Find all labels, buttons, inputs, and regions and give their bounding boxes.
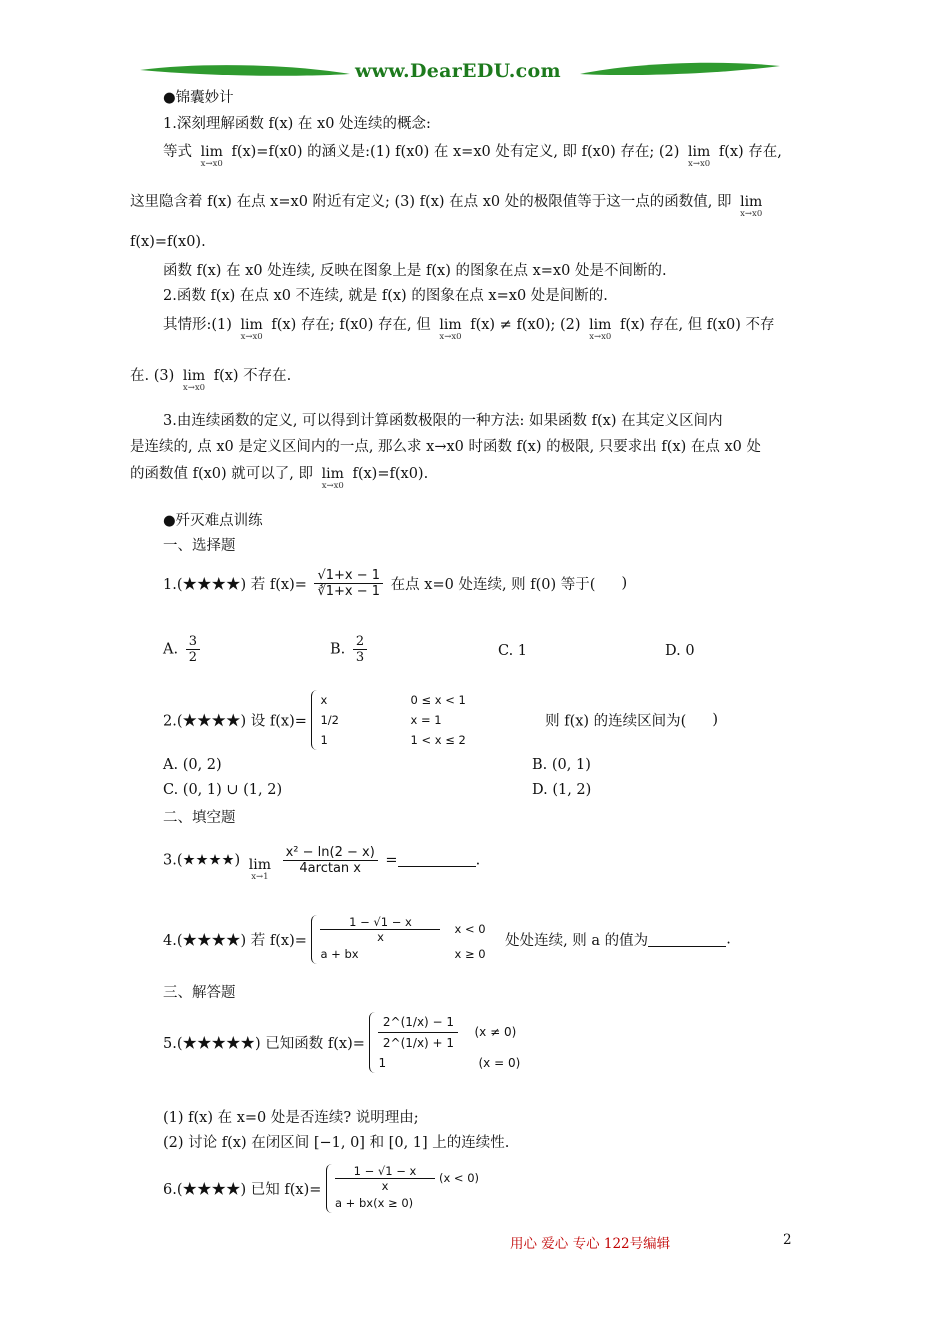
paragraph-8b: f(x) 不存在. xyxy=(213,368,292,384)
option-label: A. xyxy=(163,641,179,658)
limit-symbol: lim x→x0 xyxy=(589,317,612,342)
question-4 xyxy=(163,915,731,964)
question-5-part-1: (1) f(x) 在 x=0 处是否连续? 说明理由; xyxy=(163,1110,419,1126)
paragraph-2c: f(x) 存在, xyxy=(718,144,782,160)
q2-option-d: D. (1, 2) xyxy=(532,782,592,798)
piecewise-row xyxy=(320,690,540,710)
paragraph-2a: 等式 xyxy=(163,144,192,160)
fraction-denominator: 3 xyxy=(355,650,365,665)
question-5-lead: 5.(★★★★★) 已知函数 f(x)= xyxy=(163,1036,365,1052)
piecewise-row xyxy=(320,710,540,730)
limit-symbol: lim x→1 xyxy=(248,856,271,882)
answer-blank[interactable] xyxy=(648,932,726,947)
paragraph-8 xyxy=(130,364,291,393)
piecewise-brace xyxy=(369,1012,548,1073)
question-3 xyxy=(163,845,480,881)
paragraph-11a: 的函数值 f(x0) 就可以了, 即 xyxy=(130,466,314,482)
question-4-tail: 处处连续, 则 a 的值为 xyxy=(505,933,649,949)
row-expr: a + bx xyxy=(320,947,359,961)
fraction-numerator: 1 − √1 − x xyxy=(320,915,440,930)
question-3-fraction xyxy=(283,845,378,876)
row-fraction xyxy=(335,1164,435,1193)
q2-option-c: C. (0, 1) ∪ (1, 2) xyxy=(163,782,283,798)
row-expr: x xyxy=(320,693,328,707)
piecewise-brace xyxy=(326,1164,505,1213)
row-cond: 0 ≤ x < 1 xyxy=(410,693,466,707)
piecewise-row xyxy=(320,944,500,964)
question-3-end: . xyxy=(475,852,481,869)
question-1-lead: 1.(★★★★) 若 f(x)= xyxy=(163,577,307,593)
question-6 xyxy=(163,1164,505,1213)
fraction-denominator: 2 xyxy=(188,650,197,665)
paragraph-7c: f(x) ≠ f(x0); (2) xyxy=(470,317,581,333)
row-fraction xyxy=(320,915,440,944)
piecewise-brace xyxy=(311,690,540,750)
q1-option-d: D. 0 xyxy=(665,643,695,659)
paragraph-7a: 其情形:(1) xyxy=(163,317,232,333)
paragraph-7 xyxy=(163,313,775,342)
q1-option-a xyxy=(163,634,203,665)
question-5 xyxy=(163,1012,548,1073)
paragraph-7d: f(x) 存在, 但 f(x0) 不存 xyxy=(620,317,775,333)
footer-slogan: 用心 爱心 专心 122号编辑 xyxy=(510,1236,671,1252)
row-expr: 1 xyxy=(320,733,328,747)
option-fraction xyxy=(186,634,200,665)
question-2-tail: 则 f(x) 的连续区间为( xyxy=(545,713,687,730)
paragraph-3-text: 这里隐含着 f(x) 在点 x=x0 附近有定义; (3) f(x) 在点 x0 处的极限值等于这一点的函数值, 即 xyxy=(130,194,732,210)
part-heading-solve: 三、解答题 xyxy=(163,985,236,1001)
row-cond: x ≥ 0 xyxy=(454,947,486,961)
part-heading-choice: 一、选择题 xyxy=(163,538,236,554)
paragraph-11 xyxy=(130,462,428,491)
paragraph-2b: f(x)=f(x0) 的涵义是:(1) f(x0) 在 x=x0 处有定义, 即 f(x0) 存在; (2) xyxy=(231,144,680,160)
paragraph-2 xyxy=(163,140,782,169)
answer-blank[interactable] xyxy=(398,852,476,867)
question-5-part-2: (2) 讨论 f(x) 在闭区间 [−1, 0] 和 [0, 1] 上的连续性. xyxy=(163,1135,510,1151)
piecewise-row xyxy=(320,730,540,750)
question-2-close: ) xyxy=(712,712,718,728)
limit-symbol: lim x→x0 xyxy=(688,144,711,169)
piecewise-row: a + bx(x ≥ 0) xyxy=(334,1196,414,1210)
fraction-numerator: 2^(1/x) − 1 xyxy=(378,1012,458,1033)
piecewise-brace xyxy=(311,915,500,964)
limit-symbol: lim x→x0 xyxy=(182,368,206,393)
question-4-end: . xyxy=(726,931,731,948)
fraction-denominator: x xyxy=(377,930,384,944)
row-expr: 1/2 xyxy=(320,713,339,727)
row-cond: (x ≠ 0) xyxy=(474,1025,517,1039)
limit-symbol: lim x→x0 xyxy=(740,194,763,219)
paragraph-1: 1.深刻理解函数 f(x) 在 x0 处连续的概念: xyxy=(163,116,431,132)
q2-option-b: B. (0, 1) xyxy=(532,757,591,773)
fraction-denominator: 2^(1/x) + 1 xyxy=(382,1036,455,1050)
paragraph-11b: f(x)=f(x0). xyxy=(352,466,429,482)
question-6-lead: 6.(★★★★) 已知 f(x)= xyxy=(163,1182,322,1198)
fraction-denominator: ∛1+x − 1 xyxy=(317,584,381,599)
question-1 xyxy=(163,568,627,599)
question-1-close: ) xyxy=(621,575,628,592)
option-fraction xyxy=(353,634,367,665)
question-1-fraction xyxy=(314,568,383,599)
fraction-numerator: 3 xyxy=(186,634,200,650)
fraction-numerator: √1+x − 1 xyxy=(314,568,383,584)
question-1-tail: 在点 x=0 处连续, 则 f(0) 等于( xyxy=(390,577,596,593)
paragraph-6: 2.函数 f(x) 在点 x0 不连续, 就是 f(x) 的图象在点 x=x0 处是间断的. xyxy=(163,288,608,304)
paragraph-4: f(x)=f(x0). xyxy=(130,234,206,250)
paragraph-7b: f(x) 存在; f(x0) 存在, 但 xyxy=(271,317,431,333)
piecewise-row xyxy=(320,915,500,944)
question-4-lead: 4.(★★★★) 若 f(x)= xyxy=(163,933,307,949)
option-label: B. xyxy=(330,641,346,658)
limit-symbol: lim x→x0 xyxy=(321,466,344,491)
section-heading-training: ●歼灭难点训练 xyxy=(163,513,263,529)
row-cond: (x < 0) xyxy=(438,1171,480,1185)
limit-symbol: lim x→x0 xyxy=(439,317,462,342)
row-fraction xyxy=(378,1012,458,1053)
q1-option-c: C. 1 xyxy=(498,643,528,659)
paragraph-9: 3.由连续函数的定义, 可以得到计算函数极限的一种方法: 如果函数 f(x) 在其定义区间内 xyxy=(163,413,723,429)
question-3-equals: = xyxy=(385,852,398,869)
piecewise-row xyxy=(335,1164,505,1193)
fraction-denominator: 4arctan x xyxy=(299,861,361,876)
question-2 xyxy=(163,690,718,750)
section-heading-tips: ●锦囊妙计 xyxy=(163,90,234,106)
fraction-denominator: x xyxy=(381,1179,389,1193)
question-3-lead: 3.(★★★★) xyxy=(163,852,241,869)
paragraph-5: 函数 f(x) 在 x0 处连续, 反映在图象上是 f(x) 的图象在点 x=x0 处是不间断的. xyxy=(163,263,667,279)
piecewise-row xyxy=(378,1053,548,1073)
fraction-numerator: x² − ln(2 − x) xyxy=(283,845,378,861)
site-logo-text: www.DearEDU.com xyxy=(355,60,561,82)
q1-option-b xyxy=(330,634,370,665)
fraction-numerator: 1 − √1 − x xyxy=(335,1164,435,1179)
q2-option-a: A. (0, 2) xyxy=(163,757,222,773)
piecewise-row xyxy=(378,1012,548,1053)
limit-symbol: lim x→x0 xyxy=(200,144,223,169)
fraction-numerator: 2 xyxy=(353,634,367,650)
question-2-lead: 2.(★★★★) 设 f(x)= xyxy=(163,713,307,730)
row-cond: x = 1 xyxy=(410,713,442,727)
page-number: 2 xyxy=(783,1232,792,1248)
row-expr: 1 xyxy=(378,1056,387,1070)
limit-symbol: lim x→x0 xyxy=(240,317,263,342)
row-cond: (x = 0) xyxy=(478,1056,521,1070)
part-heading-fill: 二、填空题 xyxy=(163,810,236,826)
row-cond: 1 < x ≤ 2 xyxy=(410,733,466,747)
row-cond: x < 0 xyxy=(454,922,486,936)
paragraph-10: 是连续的, 点 x0 是定义区间内的一点, 那么求 x→x0 时函数 f(x) 的极限, 只要求出 f(x) 在点 x0 处 xyxy=(130,439,761,455)
paragraph-8a: 在. (3) xyxy=(130,368,175,384)
paragraph-3 xyxy=(130,190,766,219)
